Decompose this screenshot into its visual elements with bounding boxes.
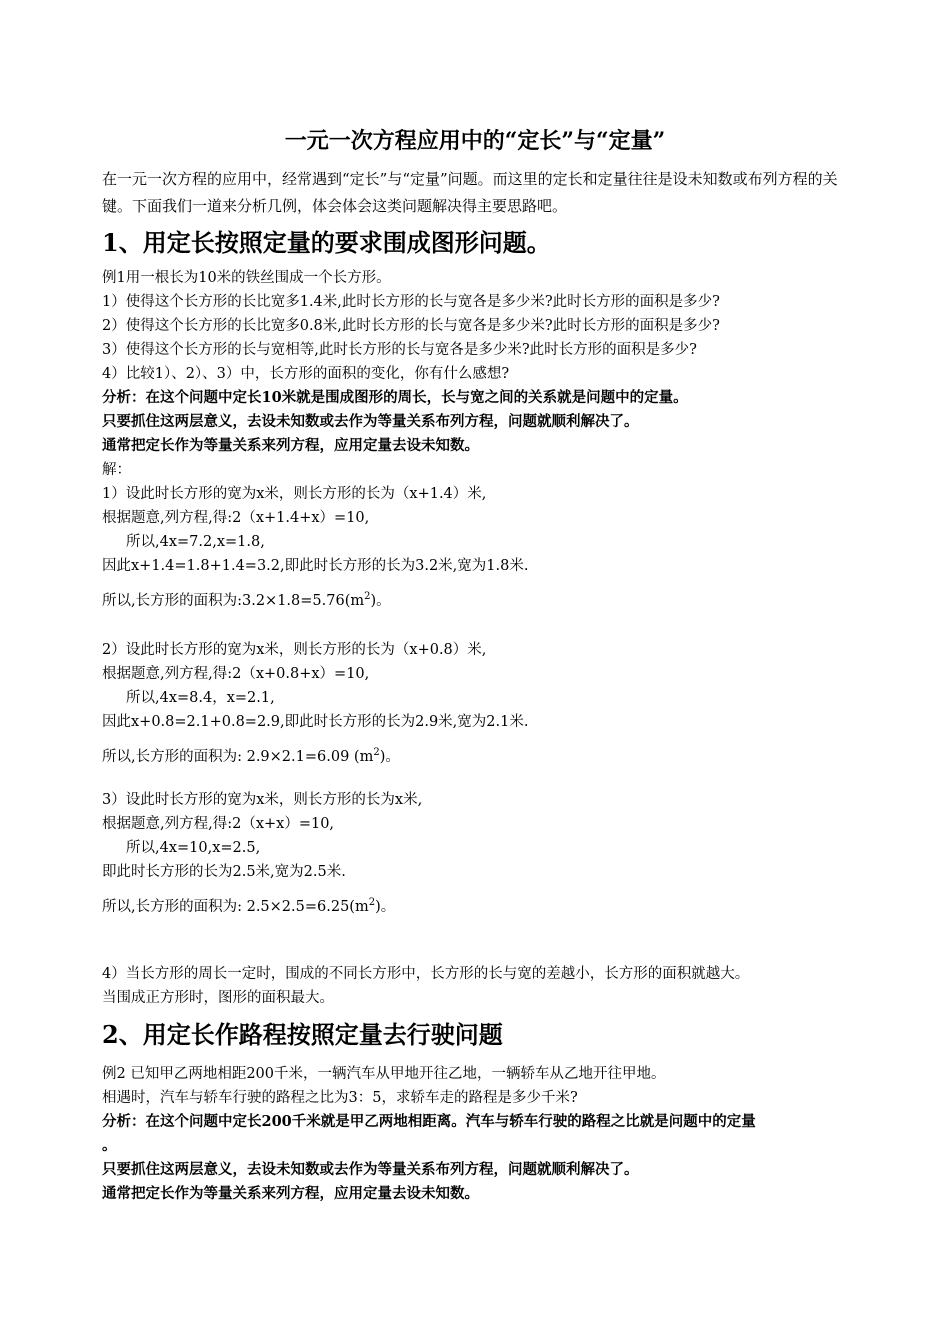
analysis2-line-1-tail: 。 (102, 1137, 117, 1154)
section2-heading: 2、用定长作路程按照定量去行驶问题 (102, 1020, 503, 1049)
section2-problem (102, 1062, 862, 1206)
solution3-line-4: 即此时长方形的长为2.5米,宽为2.5米. (102, 864, 346, 880)
solve-label: 解： (102, 462, 131, 478)
solution3-area (102, 894, 862, 920)
analysis-line-2: 只要抓住这两层意义，去设未知数或去作为等量关系布列方程，问题就顺利解决了。 (102, 413, 639, 430)
superscript-2: 2 (364, 591, 371, 603)
solution-3 (102, 788, 862, 920)
analysis2-line-2: 只要抓住这两层意义，去设未知数或去作为等量关系布列方程，问题就顺利解决了。 (102, 1161, 639, 1178)
solution2-area-close: )。 (379, 749, 400, 765)
solution3-line-2: 根据题意,列方程,得:2（x+x）=10, (102, 816, 335, 832)
analysis2-line-3: 通常把定长作为等量关系来列方程，应用定量去设未知数。 (102, 1185, 479, 1202)
example1-statement: 例1用一根长为10米的铁丝围成一个长方形。 (102, 270, 391, 286)
solution2-line-3: 所以,4x=8.4，x=2.1, (126, 690, 275, 706)
solution1-area-text: 所以,长方形的面积为:3.2×1.8=5.76(m (102, 593, 365, 609)
solution3-area-close: )。 (375, 899, 396, 915)
section1-heading: 1、用定长按照定量的要求围成图形问题。 (102, 228, 551, 257)
superscript-2: 2 (368, 897, 376, 909)
page-title: 一元一次方程应用中的“定长”与“定量” (284, 128, 666, 154)
analysis-line-1: 分析：在这个问题中定长10米就是围成图形的周长，长与宽之间的关系就是问题中的定量。 (102, 389, 688, 406)
solution4-line-2: 当围成正方形时，图形的面积最大。 (102, 990, 334, 1006)
superscript-2: 2 (373, 747, 380, 759)
solution2-line-1: 2）设此时长方形的宽为x米，则长方形的长为（x+0.8）米, (102, 642, 487, 658)
section1-problem (102, 266, 862, 614)
solution3-line-1: 3）设此时长方形的宽为x米，则长方形的长为x米, (102, 792, 423, 808)
question-3: 3）使得这个长方形的长与宽相等,此时长方形的长与宽各是多少米?此时长方形的面积是多少? (102, 342, 697, 358)
solution1-area (102, 588, 862, 614)
solution2-line-4: 因此x+0.8=2.1+0.8=2.9,即此时长方形的长为2.9米,宽为2.1米. (102, 714, 529, 730)
analysis2-line-1: 分析：在这个问题中定长200千米就是甲乙两地相距离。汽车与轿车行驶的路程之比就是问题中的定量 (102, 1113, 756, 1130)
intro-paragraph: 在一元一次方程的应用中，经常遇到“定长”与“定量”问题。而这里的定长和定量往往是设未知数或布列方程的关键。下面我们一道来分析几例，体会体会这类问题解决得主要思路吧。 (102, 170, 838, 215)
solution1-area-close: )。 (370, 593, 391, 609)
example2-line-2: 相遇时，汽车与轿车行驶的路程之比为3：5，求轿车走的路程是多少千米? (102, 1090, 578, 1106)
question-1: 1）使得这个长方形的长比宽多1.4米,此时长方形的长与宽各是多少米?此时长方形的面积是多少? (102, 294, 720, 310)
question-2: 2）使得这个长方形的长比宽多0.8米,此时长方形的长与宽各是多少米?此时长方形的面积是多少? (102, 318, 720, 334)
analysis-line-3: 通常把定长作为等量关系来列方程，应用定量去设未知数。 (102, 437, 479, 454)
solution1-line-3: 所以,4x=7.2,x=1.8, (126, 534, 265, 550)
solution4-line-1: 4）当长方形的周长一定时，围成的不同长方形中，长方形的长与宽的差越小，长方形的面积就越大。 (102, 966, 750, 982)
solution1-line-2: 根据题意,列方程,得:2（x+1.4+x）=10, (102, 510, 370, 526)
solution2-area-text: 所以,长方形的面积为: 2.9×2.1=6.09 (m (102, 749, 374, 765)
question-4: 4）比较1）、2）、3）中，长方形的面积的变化，你有什么感想? (102, 366, 510, 382)
solution2-line-2: 根据题意,列方程,得:2（x+0.8+x）=10, (102, 666, 370, 682)
solution1-line-1: 1）设此时长方形的宽为x米，则长方形的长为（x+1.4）米, (102, 486, 487, 502)
solution-2 (102, 638, 862, 770)
solution-4 (102, 962, 862, 1010)
solution3-line-3: 所以,4x=10,x=2.5, (126, 840, 261, 856)
solution2-area (102, 744, 862, 770)
solution3-area-text: 所以,长方形的面积为: 2.5×2.5=6.25(m (102, 899, 369, 915)
example2-line-1: 例2 已知甲乙两地相距200千米，一辆汽车从甲地开往乙地，一辆轿车从乙地开往甲地。 (102, 1066, 666, 1082)
solution1-line-4: 因此x+1.4=1.8+1.4=3.2,即此时长方形的长为3.2米,宽为1.8米. (102, 558, 529, 574)
